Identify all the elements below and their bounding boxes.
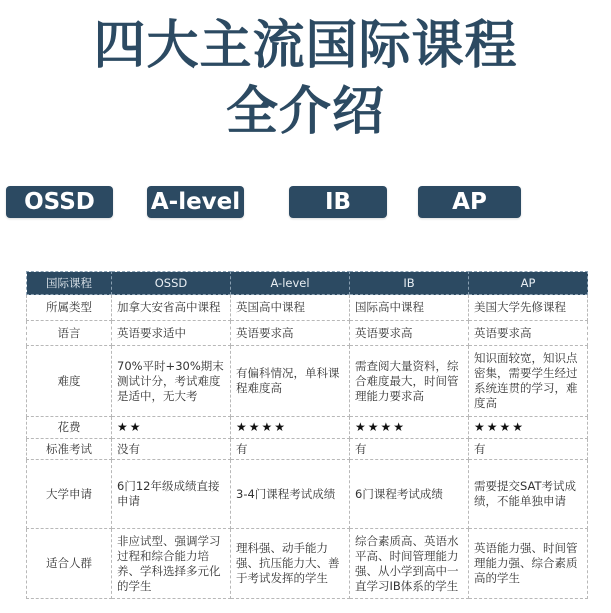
comparison-table [26, 271, 588, 599]
table-cell: 6门课程考试成绩 [350, 460, 469, 529]
table-row [27, 529, 588, 599]
table-cell: 70%平时+30%期末测试计分，考试难度是适中，无大考 [112, 346, 231, 417]
table-cell: 有偏科情况，单科课程难度高 [231, 346, 350, 417]
table-header-row [27, 272, 588, 295]
row-label: 适合人群 [27, 529, 112, 599]
table-cell: 理科强、动手能力强、抗压能力大、善于考试发挥的学生 [231, 529, 350, 599]
cost-stars: ★★★★ [469, 417, 588, 439]
table-cell: 知识面较宽，知识点密集，需要学生经过系统连贯的学习，难度高 [469, 346, 588, 417]
table-cell: 需查阅大量资料，综合难度最大，时间管理能力要求高 [350, 346, 469, 417]
header-cell: IB [350, 272, 469, 295]
table-row [27, 346, 588, 417]
cost-stars: ★★★★ [350, 417, 469, 439]
row-label: 所属类型 [27, 295, 112, 321]
table-cell: 英国高中课程 [231, 295, 350, 321]
table-row [27, 321, 588, 346]
header-cell: OSSD [112, 272, 231, 295]
cost-stars: ★★★★ [231, 417, 350, 439]
table-cell: 需要提交SAT考试成绩，不能单独申请 [469, 460, 588, 529]
table-cell: 有 [469, 439, 588, 460]
row-label: 难度 [27, 346, 112, 417]
table-row [27, 460, 588, 529]
curriculum-pill-alevel: A-level [147, 186, 244, 218]
table-row [27, 417, 588, 439]
row-label: 大学申请 [27, 460, 112, 529]
table-cell: 英语能力强、时间管理能力强、综合素质高的学生 [469, 529, 588, 599]
header-cell: A-level [231, 272, 350, 295]
page-title: 四大主流国际课程 [93, 16, 518, 76]
table-row [27, 439, 588, 460]
header-cell: AP [469, 272, 588, 295]
row-label: 语言 [27, 321, 112, 346]
table-cell: 英语要求高 [231, 321, 350, 346]
row-label: 标准考试 [27, 439, 112, 460]
table-cell: 非应试型、强调学习过程和综合能力培养、学科选择多元化的学生 [112, 529, 231, 599]
table-cell: 英语要求高 [350, 321, 469, 346]
table-row [27, 295, 588, 321]
table-cell: 6门12年级成绩直接申请 [112, 460, 231, 529]
curriculum-pill-ap: AP [418, 186, 521, 218]
table-cell: 没有 [112, 439, 231, 460]
table-cell: 英语要求高 [469, 321, 588, 346]
row-label: 花费 [27, 417, 112, 439]
table-cell: 美国大学先修课程 [469, 295, 588, 321]
header-cell: 国际课程 [27, 272, 112, 295]
table-cell: 3-4门课程考试成绩 [231, 460, 350, 529]
table-cell: 综合素质高、英语水平高、时间管理能力强、从小学到高中一直学习IB体系的学生 [350, 529, 469, 599]
table-cell: 国际高中课程 [350, 295, 469, 321]
table-cell: 有 [350, 439, 469, 460]
table-cell: 有 [231, 439, 350, 460]
curriculum-pill-ib: IB [289, 186, 387, 218]
table-cell: 英语要求适中 [112, 321, 231, 346]
page-subtitle: 全介绍 [225, 82, 385, 142]
curriculum-pill-ossd: OSSD [6, 186, 113, 218]
cost-stars: ★★ [112, 417, 231, 439]
table-cell: 加拿大安省高中课程 [112, 295, 231, 321]
